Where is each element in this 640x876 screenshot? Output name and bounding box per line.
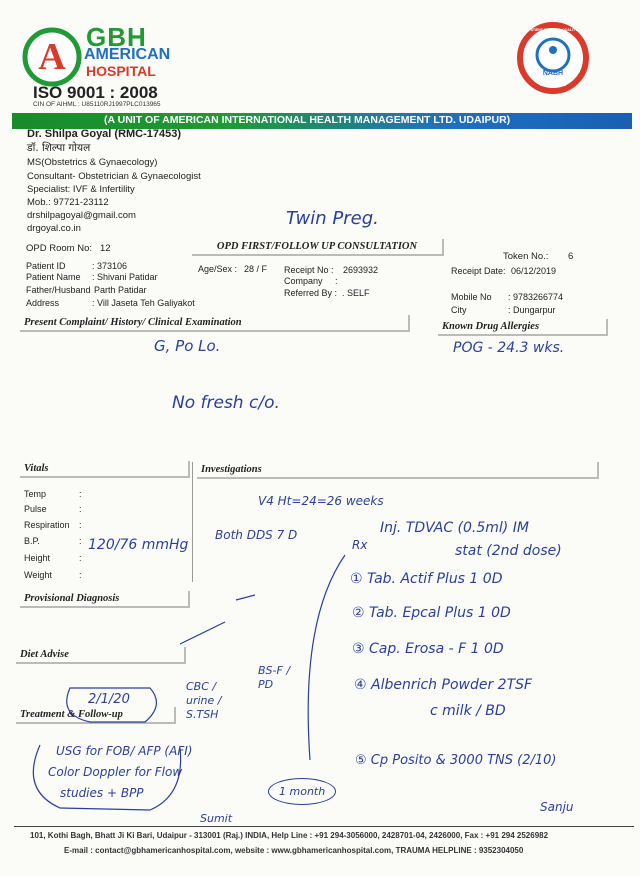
address-label: Address — [26, 298, 60, 308]
hw-rx0b: stat (2nd dose) — [455, 543, 562, 559]
father-value: Parth Patidar — [94, 285, 147, 295]
diet-section: Diet Advise — [16, 647, 186, 664]
patient-name-label: Patient Name — [26, 272, 81, 282]
nabh-ring-text: PATIENT SAFETY & QUALITY OF CARE — [528, 28, 578, 36]
referred-value: . SELF — [342, 288, 370, 298]
hw-date: 2/1/20 — [88, 692, 130, 707]
doctor-name: Dr. Shilpa Goyal (RMC-17453) — [27, 128, 182, 140]
hw-inv1: V4 Ht=24=26 weeks — [258, 494, 384, 508]
doctor-role: Consultant- Obstetrician & Gynaecologist — [27, 171, 201, 182]
treatment-section: Treatment & Follow-up — [16, 707, 176, 724]
vital-weight: Weight — [24, 570, 52, 580]
hw-rx-symbol: Rx — [352, 538, 368, 552]
footer-divider — [14, 826, 634, 827]
hw-inv2: Both DDS 7 D — [215, 528, 298, 542]
receipt-value: 2693932 — [343, 265, 379, 275]
receipt-date-label: Receipt Date: — [451, 266, 506, 276]
doctor-mobile: Mob.: 97721-23112 — [27, 197, 109, 208]
vitals-section: Vitals — [20, 461, 190, 478]
svg-text:A: A — [38, 36, 66, 78]
vital-colon-2: : — [79, 504, 82, 514]
investigations-section: Investigations — [197, 462, 599, 479]
hw-rx0: Inj. TDVAC (0.5ml) IM — [380, 520, 529, 536]
opd-room-label: OPD Room No: — [26, 243, 92, 254]
nabh-accredited: ACCREDITED — [539, 82, 567, 87]
opd-room-value: 12 — [100, 243, 111, 254]
hospital-name-hospital: HOSPITAL — [86, 63, 156, 79]
mobile-label: Mobile No — [451, 292, 492, 302]
hw-no-fresh: No fresh c/o. — [172, 393, 280, 413]
allergies-section: Known Drug Allergies — [438, 319, 608, 336]
vital-colon-4: : — [79, 536, 82, 546]
consultation-title: OPD FIRST/FOLLOW UP CONSULTATION — [192, 239, 444, 256]
city-label: City — [451, 305, 467, 315]
hw-oval: 1 month — [268, 778, 336, 805]
provisional-section: Provisional Diagnosis — [20, 591, 190, 608]
hw-rx2: ② Tab. Epcal Plus 1 0D — [352, 605, 511, 621]
agesex-label: Age/Sex : — [198, 264, 238, 274]
hospital-name-american: AMERICAN — [84, 46, 171, 63]
hw-rx4b: c milk / BD — [430, 703, 506, 719]
handwritten-header: Twin Preg. — [286, 208, 379, 229]
unit-strip-text: (A UNIT OF AMERICAN INTERNATIONAL HEALTH MANAGEMENT LTD. UDAIPUR) — [104, 114, 511, 126]
hw-rx5: ⑤ Cp Posito & 3000 TNS (2/10) — [355, 753, 557, 768]
company-value: : — [335, 276, 338, 286]
cin-label: CIN OF AIHML : U85110RJ1997PLC013965 — [33, 101, 161, 108]
vital-colon-1: : — [79, 489, 82, 499]
agesex-value: 28 / F — [244, 264, 268, 274]
token-label: Token No.: — [503, 251, 549, 262]
vital-height: Height — [24, 553, 51, 563]
hw-sign: Sumit — [200, 812, 233, 825]
vital-respiration: Respiration — [24, 520, 70, 530]
hw-rx4: ④ Albenrich Powder 2TSF — [354, 677, 533, 693]
hw-usg3: studies + BPP — [60, 786, 144, 800]
patient-id-label: Patient ID — [26, 261, 66, 271]
doctor-name-hindi: डॉ. शिल्पा गोयल — [27, 142, 91, 154]
hw-tests2: BS-F / PD — [258, 664, 291, 691]
referred-label: Referred By : — [284, 288, 338, 298]
receipt-date-value: 06/12/2019 — [511, 266, 557, 276]
footer-contact: E-mail : contact@gbhamericanhospital.com, website : www.gbhamericanhospital.com, TRAUMA HELPLINE : 9352304050 — [64, 846, 524, 855]
complaint-section: Present Complaint/ History/ Clinical Examination — [20, 315, 410, 332]
receipt-label: Receipt No : — [284, 265, 334, 275]
hw-usg2: Color Doppler for Flow — [48, 765, 183, 779]
hw-complaint-note: G, Po Lo. — [154, 337, 221, 355]
vital-pulse: Pulse — [24, 504, 47, 514]
hospital-name-gbh: GBH — [86, 22, 147, 52]
father-label: Father/Husband — [26, 285, 91, 295]
patient-name-value: : Shivani Patidar — [92, 272, 158, 282]
token-value: 6 — [568, 251, 574, 262]
company-label: Company — [284, 276, 323, 286]
vital-colon-3: : — [79, 520, 82, 530]
vital-colon-5: : — [79, 553, 82, 563]
vital-temp: Temp — [24, 489, 47, 499]
doctor-website: drgoyal.co.in — [27, 223, 81, 234]
address-value: : Vill Jaseta Teh Galiyakot — [92, 298, 195, 308]
hw-usg1: USG for FOB/ AFP (AFI) — [56, 744, 193, 758]
doctor-email: drshilpagoyal@gmail.com — [27, 210, 136, 221]
hw-tests: CBC / urine / S.TSH — [186, 680, 222, 721]
hw-allergy-note: POG - 24.3 wks. — [453, 340, 565, 356]
doctor-degree: MS(Obstetrics & Gynaecology) — [27, 157, 158, 168]
vital-colon-6: : — [79, 570, 82, 580]
hw-sign2: Sanju — [540, 800, 574, 814]
iso-label: ISO 9001 : 2008 — [33, 83, 158, 102]
vital-bp: B.P. — [24, 536, 40, 546]
mobile-value: : 9783266774 — [508, 292, 564, 302]
nabh-label: NABH — [542, 70, 564, 77]
hw-rx1: ① Tab. Actif Plus 1 0D — [350, 571, 503, 587]
footer-address: 101, Kothi Bagh, Bhatt Ji Ki Bari, Udaipur - 313001 (Raj.) INDIA, Help Line : +91 294-3056000, 2428701-04, 2426000, Fax : +91 294 2526982 — [30, 831, 549, 840]
doctor-specialist: Specialist: IVF & Infertility — [27, 184, 135, 195]
patient-id-value: : 373106 — [92, 261, 128, 271]
hw-rx3: ③ Cap. Erosa - F 1 0D — [352, 641, 504, 657]
city-value: : Dungarpur — [508, 305, 556, 315]
hw-bp: 120/76 mmHg — [88, 537, 189, 553]
